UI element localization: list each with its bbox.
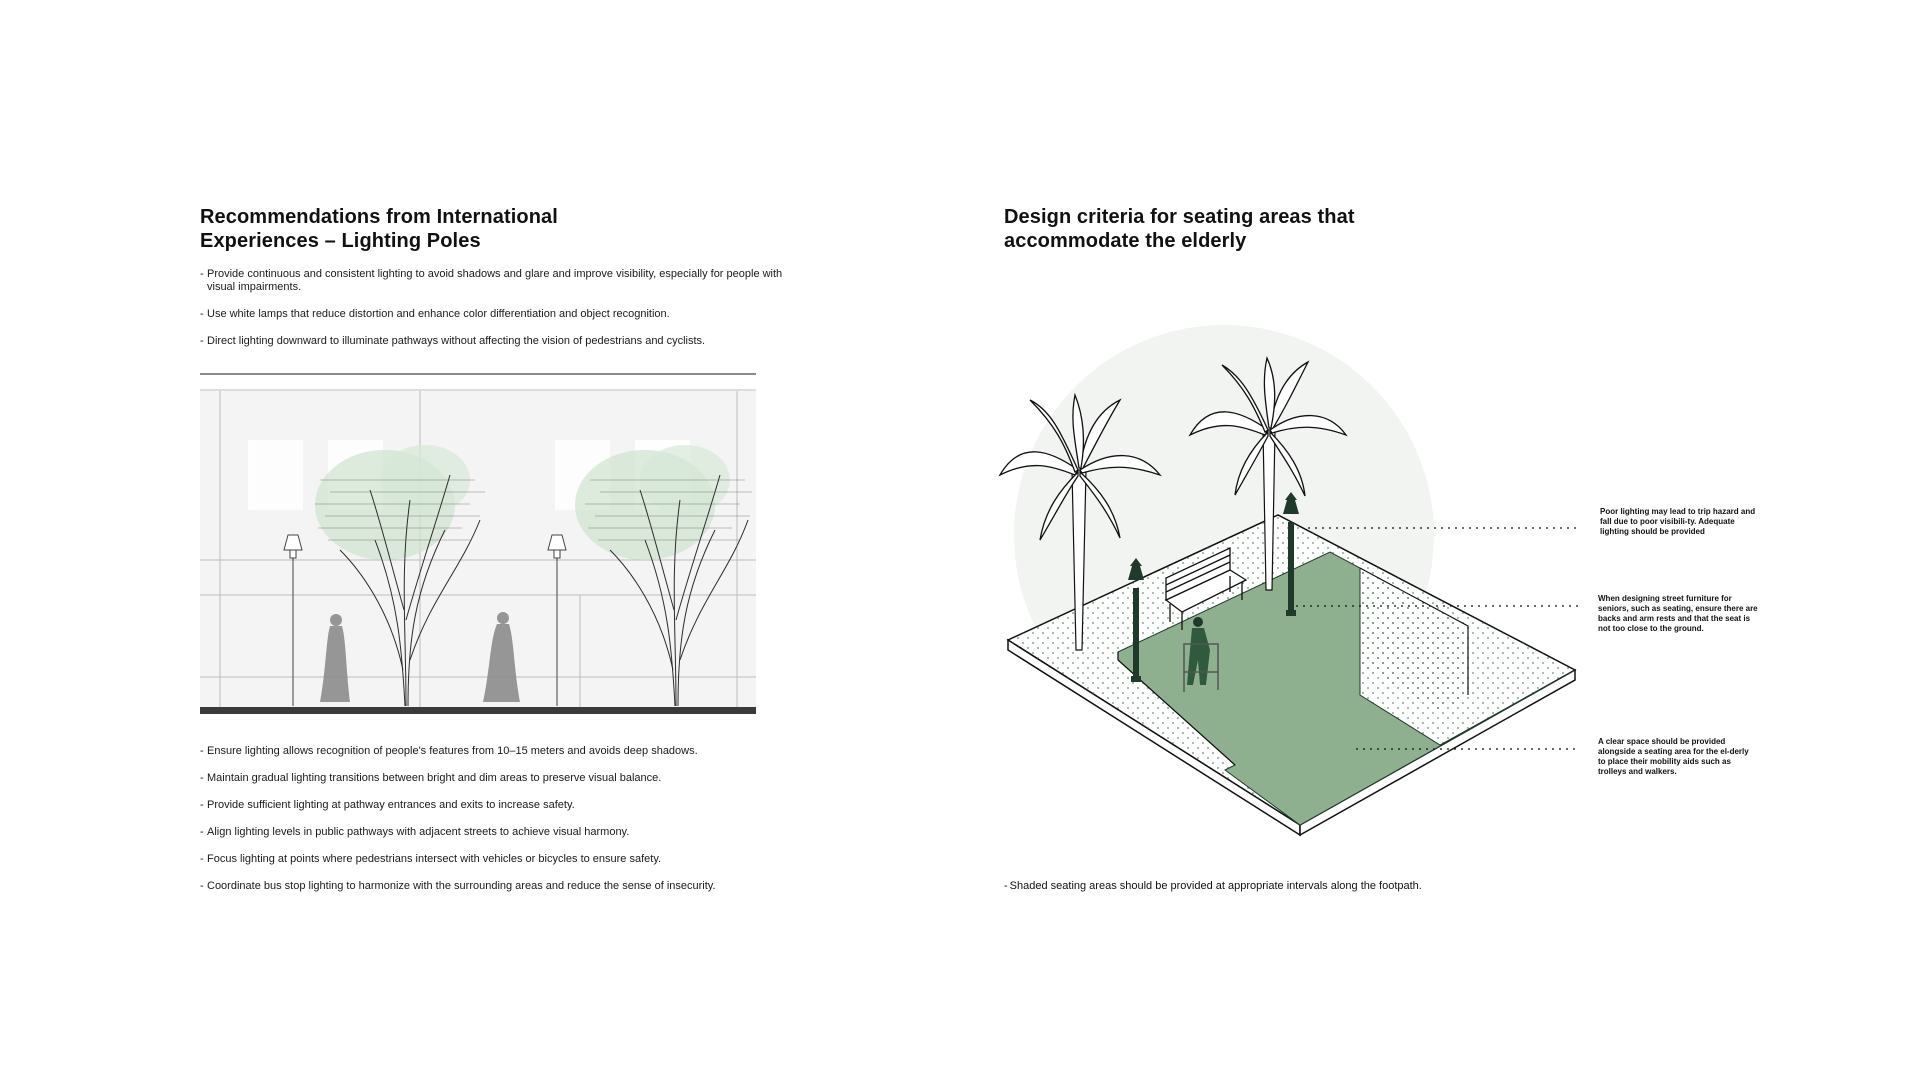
footnote-dash: - [1004, 880, 1008, 892]
street-elevation-illustration [200, 370, 756, 715]
lighting-title-line-2: Experiences – Lighting Poles [200, 230, 481, 252]
shaded-seating-note [1004, 880, 1604, 893]
bullet-bus-stop: - Coordinate bus stop lighting to harmonize with the surrounding areas and reduce the sense of insecurity. [200, 880, 790, 893]
bullet-gradual-transitions: - Maintain gradual lighting transitions between bright and dim areas to preserve visual balance. [200, 772, 790, 785]
callout-lighting-hazard: Poor lighting may lead to trip hazard and fall due to poor visibili-ty. Adequate lighting should be provided [1600, 507, 1756, 536]
bullet-downward-lighting: - Direct lighting downward to illuminate pathways without affecting the vision of pedestrians and cyclists. [200, 335, 790, 348]
lighting-title [200, 205, 800, 253]
seating-title-line-2: accommodate the elderly [1004, 230, 1247, 252]
seating-criteria-panel [1004, 205, 1784, 905]
bullet-entrances-exits: - Provide sufficient lighting at pathway entrances and exits to increase safety. [200, 799, 790, 812]
bullet-intersections: - Focus lighting at points where pedestrians intersect with vehicles or bicycles to ensure safety. [200, 853, 790, 866]
bullet-continuous-lighting: - Provide continuous and consistent lighting to avoid shadows and glare and improve visibility, especially for people with visual impairments. [200, 268, 790, 294]
bullet-feature-recognition: - Ensure lighting allows recognition of people's features from 10–15 meters and avoids deep shadows. [200, 745, 790, 758]
bullet-white-lamps: - Use white lamps that reduce distortion and enhance color differentiation and object recognition. [200, 308, 790, 321]
lighting-title-line-1: Recommendations from International [200, 206, 558, 228]
seating-title-line-1: Design criteria for seating areas that [1004, 206, 1355, 228]
lighting-recommendations-panel [200, 205, 800, 892]
footnote-text: Shaded seating areas should be provided at appropriate intervals along the footpath. [1009, 880, 1422, 892]
seating-title [1004, 205, 1784, 253]
callout-furniture-design: When designing street furniture for seniors, such as seating, ensure there are backs and arm rests and that the seat is not too close to the ground. [1598, 594, 1758, 633]
bottom-bullet-list [200, 745, 790, 907]
bullet-align-levels: - Align lighting levels in public pathways with adjacent streets to achieve visual harmony. [200, 826, 790, 839]
top-bullet-list [200, 268, 790, 362]
callout-mobility-space: A clear space should be provided alongside a seating area for the el-derly to place their mobility aids such as trolleys and walkers. [1598, 737, 1749, 776]
